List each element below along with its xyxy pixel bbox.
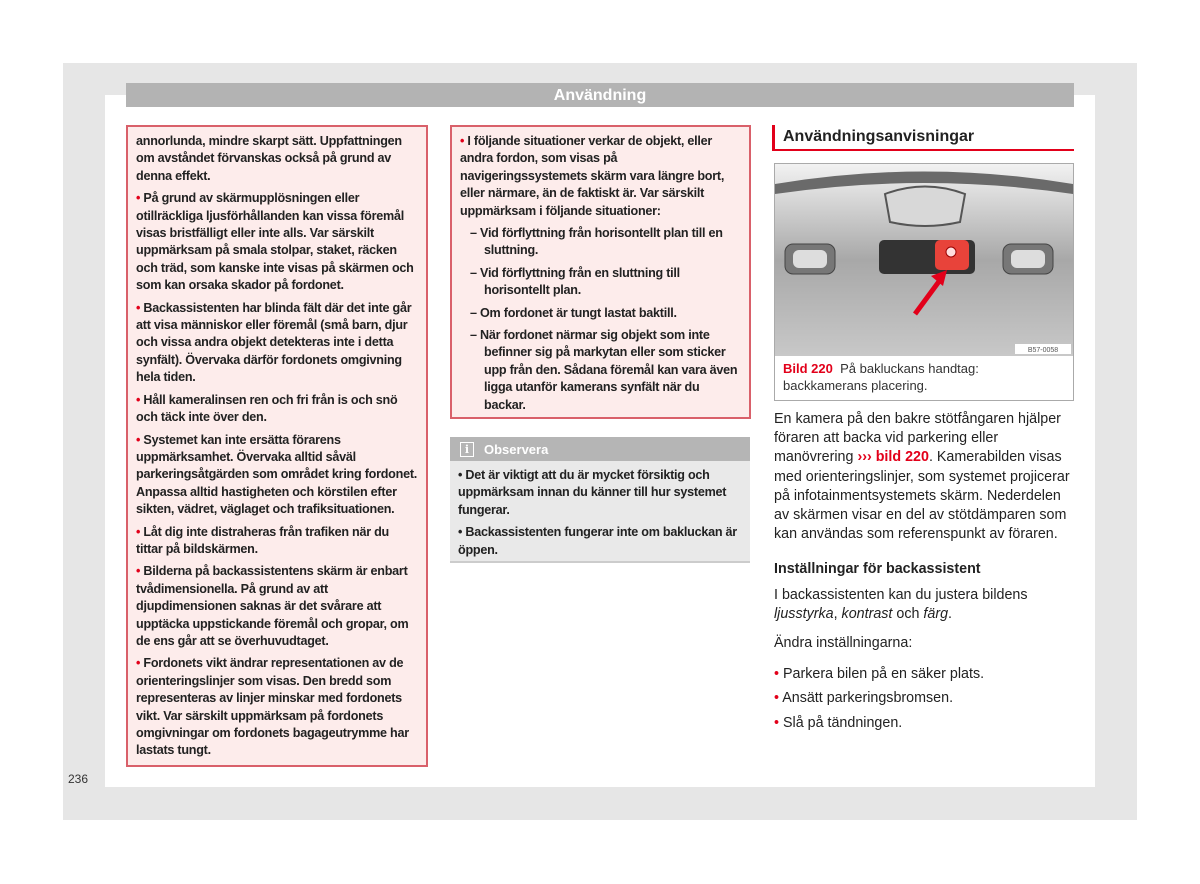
- warning-item: • Låt dig inte distraheras från trafiken när du tittar på bildskärmen.: [136, 524, 389, 556]
- section-heading: Användningsanvisningar: [772, 125, 1074, 151]
- paragraph: Ändra inställningarna:: [774, 635, 913, 652]
- step-item: • Slå på tändningen.: [774, 714, 903, 731]
- subheading: Inställningar för backassistent: [774, 561, 981, 578]
- figure-link[interactable]: ››› bild 220: [857, 449, 929, 466]
- step-item: • Parkera bilen på en säker plats.: [774, 666, 985, 683]
- note-item: • Backassistenten fungerar inte om bakluckan är öppen.: [458, 525, 737, 557]
- warning-item: • Håll kameralinsen ren och fri från is och snö och täck inte över den.: [136, 392, 398, 425]
- warning-item: • Bilderna på backassistentens skärm är enbart tvådimensionella. På grund av att djupdimensionen saknas är det svårare att upptäcka uppstickande föremål och gropar, om de ens går att se överhuvudtaget.: [136, 564, 409, 648]
- figure-caption: Bild 220 På bakluckans handtag: backkamerans placering.: [783, 361, 979, 393]
- figure: [774, 163, 1074, 401]
- warning-item: • Fordonets vikt ändrar representationen av de orienteringslinjer som visas. Den bredd som representeras av linjer minskar med fordonets vikt. Var särskilt uppmärksam på fordonets omgivningar om fordonets bagageutrymme har lastats tungt.: [136, 656, 409, 758]
- warning-box-middle: [450, 125, 751, 419]
- warning-subitem: – Vid förflyttning från en sluttning till horisontellt plan.: [470, 265, 680, 298]
- paragraph: En kamera på den bakre stötfångaren hjälper föraren att backa vid parkering eller manövrering ››› bild 220. Kamerabilden visas med orienteringslinjer, som systemet projicerar på infotainmentsystemets skärm. Nederdelen av skärmen visar en del av stötdämparen som kan användas som referenspunkt av föraren.: [774, 411, 1070, 543]
- warning-subitem: – Vid förflyttning från horisontellt plan till en sluttning.: [470, 226, 723, 258]
- warning-item: • I följande situationer verkar de objekt, eller andra fordon, som visas på navigeringssystemets skärm vara längre bort, eller närmare, än de faktiskt är. Var särskilt uppmärksam i följande situationer:: [460, 134, 725, 218]
- warning-item: • Backassistenten har blinda fält där det inte går att visa människor eller föremål (små barn, djur och vissa andra objekt detekteras inte i detta synfält). Övervaka därför fordonets omgivning hela tiden.: [136, 300, 412, 385]
- figure-code: B57-0058: [1027, 347, 1059, 354]
- warning-item: • Systemet kan inte ersätta förarens uppmärksamhet. Övervaka alltid såväl parkeringsåtgärden som området kring fordonet. Anpassa alltid hastigheten och körstilen efter sikten, vädret, väglaget och trafiksituationen.: [136, 432, 418, 517]
- note-item: • Det är viktigt att du är mycket försiktig och uppmärksam innan du känner till hur systemet fungerar.: [458, 468, 727, 517]
- warning-subitem: – Om fordonet är tungt lastat baktill.: [470, 305, 677, 320]
- info-icon: i: [460, 442, 474, 457]
- section-header: Användning: [126, 83, 1074, 107]
- paragraph: I backassistenten kan du justera bildens ljusstyrka, kontrast och färg.: [774, 586, 1028, 622]
- note-title: Observera: [484, 441, 549, 457]
- note-box: [450, 437, 750, 563]
- body-text: [774, 410, 1079, 738]
- warning-box-left: [126, 125, 428, 767]
- tailgate-handle-image: [775, 164, 1073, 356]
- step-item: • Ansätt parkeringsbromsen.: [774, 690, 954, 707]
- note-header: [450, 437, 750, 461]
- warning-item: • På grund av skärmupplösningen eller otillräckliga ljusförhållanden kan vissa föremål visas bristfälligt eller inte alls. Var särskilt uppmärksam på smala stolpar, staket, räcken och träd, som kanske inte visas på skärmen och som kan orsaka skador på fordonet.: [136, 191, 414, 293]
- warning-text: annorlunda, mindre skarpt sätt. Uppfattningen om avståndet förvanskas också på grund av denna effekt.: [136, 134, 402, 183]
- warning-subitem: – När fordonet närmar sig objekt som inte befinner sig på markytan eller som sticker upp från den. Sådana föremål kan vara även ligga utanför kamerans synfält när du backar.: [470, 328, 738, 412]
- page-number: 236: [68, 772, 89, 786]
